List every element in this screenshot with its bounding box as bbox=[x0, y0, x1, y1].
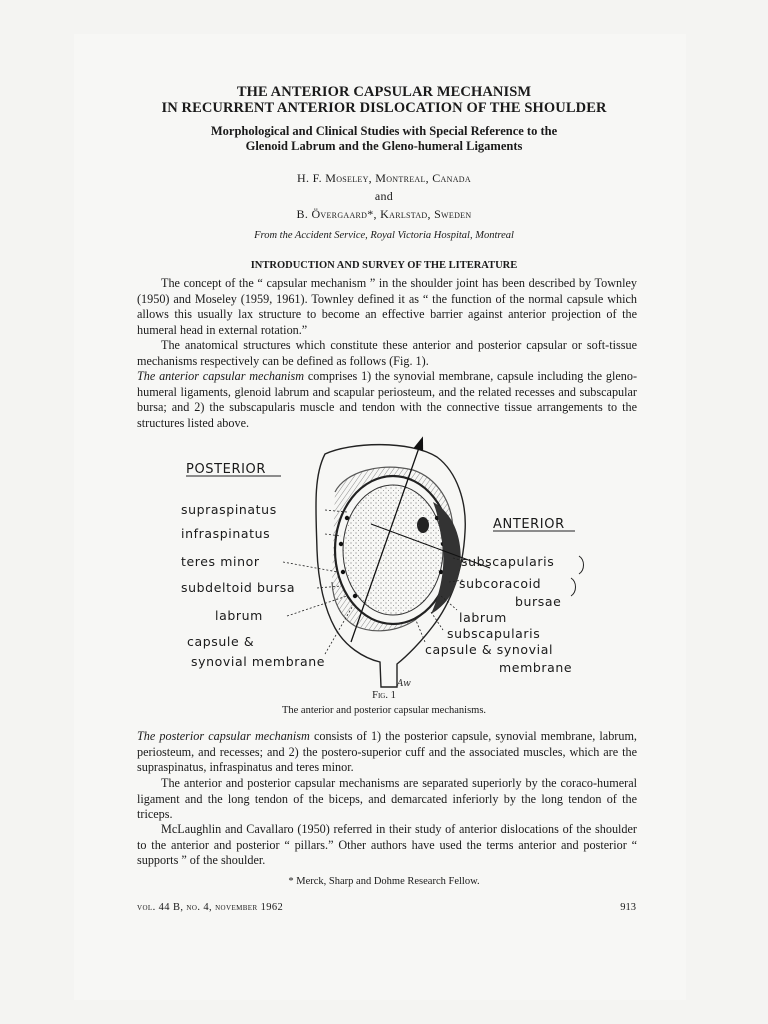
label-capsule-right: capsule & synovial bbox=[425, 642, 554, 657]
paragraph-3 bbox=[137, 369, 637, 431]
paragraph-4-lead: The posterior capsular mechanism bbox=[137, 729, 310, 743]
title-line-1: THE ANTERIOR CAPSULAR MECHANISM bbox=[236, 84, 532, 100]
title-line-2: IN RECURRENT ANTERIOR DISLOCATION OF THE SHOULDER bbox=[161, 100, 607, 116]
author-1: H. F. Moseley, Montreal, Canada bbox=[297, 171, 471, 185]
bursae-brace-top bbox=[579, 556, 584, 574]
paragraph-4 bbox=[137, 729, 637, 776]
figure-label: Fig. 1 bbox=[372, 690, 396, 701]
label-capsule-left: capsule & bbox=[187, 634, 255, 649]
figure-caption: The anterior and posterior capsular mechanisms. bbox=[281, 705, 487, 716]
label-posterior: POSTERIOR bbox=[186, 462, 267, 477]
paragraph-5: The anterior and posterior capsular mechanisms are separated superiorly by the coraco-humeral ligament and the long tendon of the biceps, and demarcated inferiorly by the long tendon of the triceps. bbox=[137, 776, 637, 822]
bursae-brace-bottom bbox=[571, 578, 576, 596]
label-subscapularis-1: subscapularis bbox=[461, 554, 555, 569]
label-subdeltoid-bursa: subdeltoid bursa bbox=[181, 580, 296, 595]
label-infraspinatus: infraspinatus bbox=[181, 526, 271, 541]
label-teres-minor: teres minor bbox=[181, 554, 260, 569]
subtitle-line-1: Morphological and Clinical Studies with Special Reference to the bbox=[210, 124, 558, 138]
section-heading: INTRODUCTION AND SURVEY OF THE LITERATURE bbox=[250, 260, 518, 271]
footnote: * Merck, Sharp and Dohme Research Fellow. bbox=[288, 876, 480, 887]
shoulder-diagram bbox=[175, 432, 595, 694]
paragraph-3-lead: The anterior capsular mechanism bbox=[137, 369, 305, 383]
paragraph-4-body: consists of 1) the posterior capsule, synovial membrane, labrum, periosteum, and recesses; and 2) the postero-superior cuff and the associated muscles, which are the supraspinatus, infraspinatus and teres minor. bbox=[137, 729, 637, 775]
subtitle-line-2: Glenoid Labrum and the Gleno-humeral Ligaments bbox=[245, 139, 523, 153]
paragraph-1: The concept of the “ capsular mechanism ” in the shoulder joint has been described by Townley (1950) and Moseley (1959, 1961). Townley defined it as “ the function of the normal capsule which allows this usually lax structure to become an effective barrier against anterior projection of the humeral head in external rotation.” bbox=[137, 276, 637, 337]
journal-footer: vol. 44 B, no. 4, november 1962 bbox=[137, 902, 284, 913]
label-labrum-left: labrum bbox=[215, 608, 263, 623]
author-and: and bbox=[374, 189, 394, 203]
label-subscapularis-2: subscapularis bbox=[447, 626, 541, 641]
label-membrane-right: membrane bbox=[499, 660, 573, 675]
label-bursae: bursae bbox=[515, 594, 562, 609]
artist-signature: Aw bbox=[397, 679, 411, 689]
glenoid-surface bbox=[343, 485, 443, 615]
label-subcoracoid: subcoracoid bbox=[459, 576, 542, 591]
author-2: B. Övergaard*, Karlstad, Sweden bbox=[296, 207, 472, 221]
label-labrum-right: labrum bbox=[459, 610, 507, 625]
label-anterior: ANTERIOR bbox=[493, 517, 565, 532]
affiliation: From the Accident Service, Royal Victoria Hospital, Montreal bbox=[254, 230, 514, 241]
label-synovial-left: synovial membrane bbox=[191, 654, 326, 669]
page-number: 913 bbox=[620, 902, 636, 913]
subcoracoid-recess bbox=[417, 517, 429, 533]
paragraph-2: The anatomical structures which constitute these anterior and posterior capsular or soft-tissue mechanisms respectively can be defined as follows (Fig. 1). bbox=[137, 338, 637, 368]
paragraph-6: McLaughlin and Cavallaro (1950) referred in their study of anterior dislocations of the shoulder to the anterior and posterior “ pillars.” Other authors have used the terms anterior and posterior “ supports ” of the shoulder. bbox=[137, 822, 637, 868]
label-supraspinatus: supraspinatus bbox=[181, 502, 277, 517]
paragraph-3-body: comprises 1) the synovial membrane, capsule including the gleno-humeral ligaments, glenoid labrum and scapular periosteum, and the related recesses and subscapular bursa; and 2) the subscapularis muscle and tendon with the connective tissue arrangements to the structures listed above. bbox=[137, 369, 637, 430]
